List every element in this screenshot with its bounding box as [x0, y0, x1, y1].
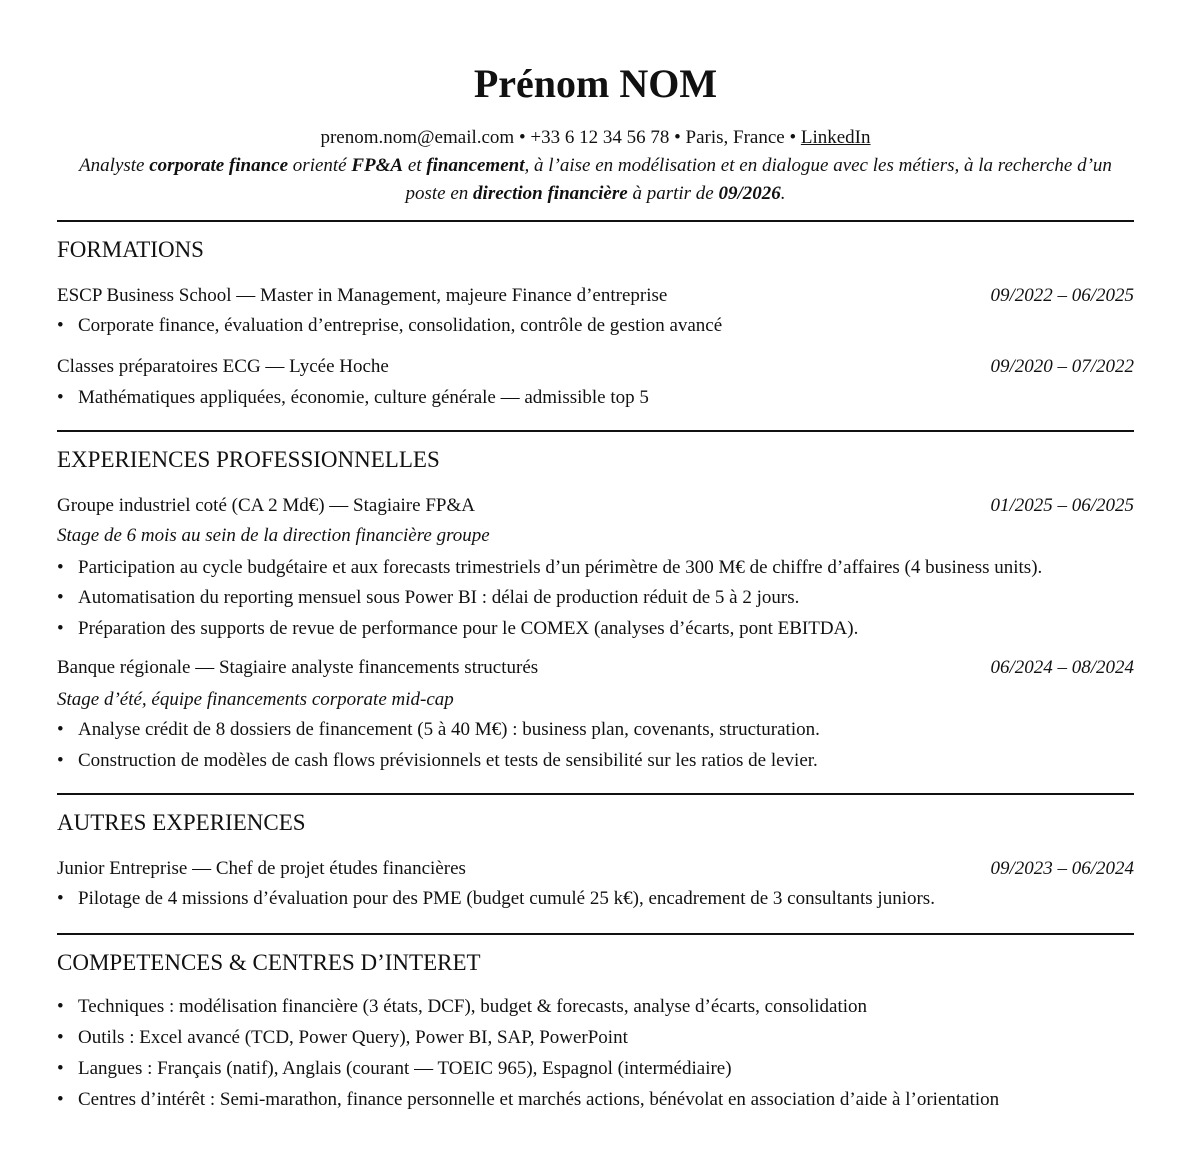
- summary-keyword: financement: [426, 155, 525, 176]
- entry-title: Classes préparatoires ECG — Lycée Hoche: [57, 356, 389, 377]
- list-item-text: Outils : Excel avancé (TCD, Power Query), Power BI, SAP, PowerPoint: [78, 1027, 628, 1048]
- entry-dates: 09/2022 – 06/2025: [990, 285, 1134, 306]
- section-title-formations: FORMATIONS: [57, 237, 204, 262]
- bullet-marker: •: [57, 1089, 64, 1110]
- entry-dates: 01/2025 – 06/2025: [990, 495, 1134, 516]
- list-item-text: Corporate finance, évaluation d’entreprise, consolidation, contrôle de gestion avancé: [78, 315, 723, 336]
- section-divider: [57, 430, 1134, 432]
- candidate-name: Prénom NOM: [473, 61, 718, 106]
- bullet-marker: •: [57, 996, 64, 1017]
- entry-subtitle: Stage de 6 mois au sein de la direction financière groupe: [57, 525, 490, 546]
- summary-keyword: FP&A: [351, 155, 404, 176]
- list-item-text: Automatisation du reporting mensuel sous Power BI : délai de production réduit de 5 à 2 jours.: [78, 587, 800, 608]
- summary-keyword: corporate finance: [149, 155, 289, 176]
- bullet-marker: •: [57, 557, 64, 578]
- summary-text: et: [403, 155, 427, 176]
- summary-text: , à l’aise en modélisation et en dialogue avec les métiers, à la recherche d’un poste en: [405, 155, 1112, 204]
- summary-text: .: [780, 183, 786, 204]
- email-text: prenom.nom@email.com: [320, 127, 515, 148]
- linkedin-link[interactable]: LinkedIn: [800, 127, 871, 148]
- entry-dates: 09/2023 – 06/2024: [990, 858, 1134, 879]
- separator: •: [518, 127, 526, 148]
- summary-text: Analyste: [79, 155, 150, 176]
- bullet-marker: •: [57, 1058, 64, 1079]
- summary-text: à partir de: [627, 183, 719, 204]
- list-item-text: Pilotage de 4 missions d’évaluation pour des PME (budget cumulé 25 k€), encadrement de 3 consultants juniors.: [78, 888, 935, 909]
- entry-dates: 06/2024 – 08/2024: [990, 657, 1134, 678]
- section-divider: [57, 220, 1134, 222]
- section-title-competences: COMPETENCES & CENTRES D’INTERET: [57, 950, 481, 975]
- entry-title: Junior Entreprise — Chef de projet études financières: [57, 858, 466, 879]
- entry-dates: 09/2020 – 07/2022: [990, 356, 1134, 377]
- separator: •: [674, 127, 681, 148]
- section-title-experiences: EXPERIENCES PROFESSIONNELLES: [57, 447, 440, 472]
- summary-text: orienté: [288, 155, 352, 176]
- profile-summary: [57, 152, 1134, 208]
- bullet-marker: •: [57, 1027, 64, 1048]
- list-item-text: Analyse crédit de 8 dossiers de financement (5 à 40 M€) : business plan, covenants, structuration.: [78, 719, 820, 740]
- list-item-text: Mathématiques appliquées, économie, culture générale — admissible top 5: [78, 387, 649, 408]
- bullet-marker: •: [57, 315, 64, 336]
- bullet-marker: •: [57, 888, 64, 909]
- bullet-marker: •: [57, 618, 64, 639]
- list-item-text: Préparation des supports de revue de performance pour le COMEX (analyses d’écarts, pont EBITDA).: [78, 618, 859, 639]
- summary-keyword: direction financière: [473, 183, 628, 204]
- location-text: Paris, France: [685, 127, 785, 148]
- entry-subtitle: Stage d’été, équipe financements corporate mid-cap: [57, 689, 454, 710]
- summary-keyword: 09/2026: [718, 183, 781, 204]
- phone-text: +33 6 12 34 56 78: [530, 127, 670, 148]
- section-title-autres: AUTRES EXPERIENCES: [57, 810, 306, 835]
- entry-title: ESCP Business School — Master in Management, majeure Finance d’entreprise: [57, 285, 668, 306]
- bullet-marker: •: [57, 750, 64, 771]
- bullet-marker: •: [57, 719, 64, 740]
- list-item-text: Techniques : modélisation financière (3 états, DCF), budget & forecasts, analyse d’écarts, consolidation: [78, 996, 868, 1017]
- bullet-marker: •: [57, 387, 64, 408]
- section-divider: [57, 793, 1134, 795]
- list-item-text: Langues : Français (natif), Anglais (courant — TOEIC 965), Espagnol (intermédiaire): [78, 1058, 732, 1079]
- list-item-text: Construction de modèles de cash flows prévisionnels et tests de sensibilité sur les ratios de levier.: [78, 750, 818, 771]
- section-divider: [57, 933, 1134, 935]
- entry-title: Banque régionale — Stagiaire analyste financements structurés: [57, 657, 539, 678]
- list-item-text: Centres d’intérêt : Semi-marathon, finance personnelle et marchés actions, bénévolat en association d’aide à l’orientation: [78, 1089, 1000, 1110]
- contact-line: [57, 124, 1134, 152]
- entry-title: Groupe industriel coté (CA 2 Md€) — Stagiaire FP&A: [57, 495, 475, 516]
- bullet-marker: •: [57, 587, 64, 608]
- list-item-text: Participation au cycle budgétaire et aux forecasts trimestriels d’un périmètre de 300 M€ de chiffre d’affaires (4 business units).: [78, 557, 1043, 578]
- separator: •: [789, 127, 797, 148]
